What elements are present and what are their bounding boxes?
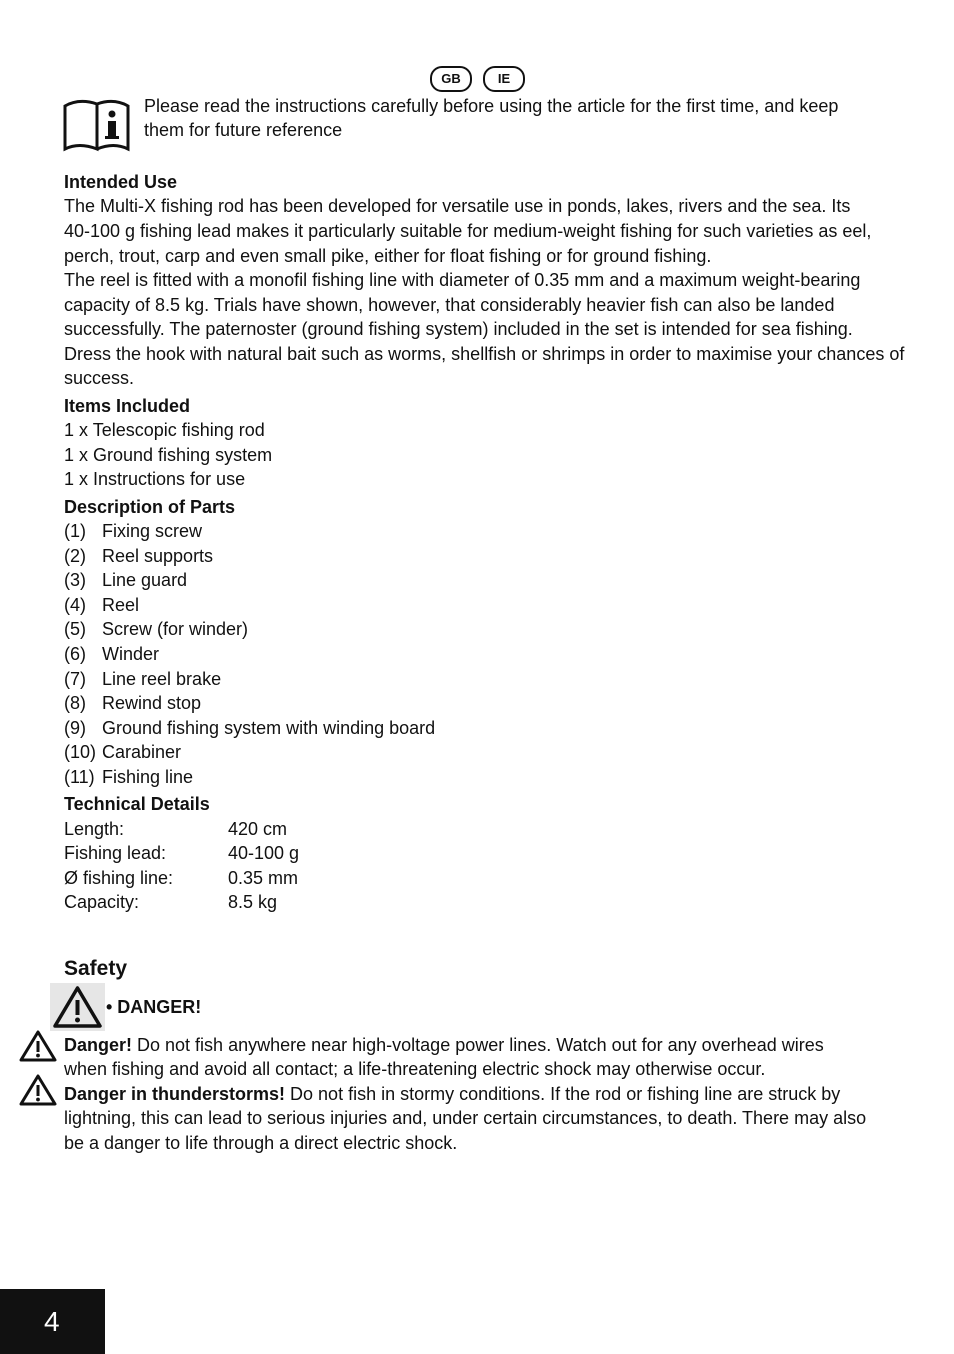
part-item (64, 667, 221, 691)
warning-triangle-icon (18, 1073, 58, 1107)
intended-use-line: Dress the hook with natural bait such as worms, shellfish or shrimps in order to maximise your chances of (64, 344, 905, 364)
part-item (64, 617, 248, 641)
danger-sign-box (50, 983, 105, 1031)
tech-row (64, 890, 464, 914)
tech-label: Fishing lead: (64, 843, 167, 863)
language-badge-ie: IE (483, 66, 525, 92)
notice-line-2: them for future reference (144, 120, 343, 140)
part-label: Line guard (102, 570, 188, 590)
part-number: (7) (64, 669, 86, 689)
tech-label: Length: (64, 819, 125, 839)
page-number: 4 (44, 1306, 60, 1337)
tech-row (64, 866, 464, 890)
included-item: 1 x Instructions for use (64, 469, 246, 489)
part-item (64, 642, 159, 666)
items-included-heading: Items Included (64, 396, 191, 416)
part-label: Fixing screw (102, 521, 203, 541)
tech-value: 420 cm (228, 819, 288, 839)
intended-use-heading: Intended Use (64, 172, 178, 192)
part-label: Carabiner (102, 742, 182, 762)
page-number-box (0, 1289, 105, 1354)
tech-label: Ø fishing line: (64, 868, 174, 888)
intended-use-line: successfully. The paternoster (ground fishing system) included in the set is intended for sea fishing. (64, 319, 853, 339)
info-book-icon (62, 96, 132, 152)
part-item (64, 691, 201, 715)
intended-use-line: 40-100 g fishing lead makes it particularly suitable for medium-weight fishing for such varieties as eel, (64, 221, 872, 241)
part-number: (9) (64, 718, 86, 738)
part-number: (2) (64, 546, 86, 566)
part-item (64, 519, 202, 543)
tech-row (64, 841, 464, 865)
safety-heading: Safety (64, 957, 128, 980)
warning-triangle-icon (50, 983, 105, 1031)
intended-use-line: success. (64, 368, 135, 388)
warning-line: when fishing and avoid all contact; a life-threatening electric shock may otherwise occur. (64, 1059, 766, 1079)
part-number: (1) (64, 521, 86, 541)
part-label: Line reel brake (102, 669, 222, 689)
warning-title: Danger! (64, 1035, 133, 1055)
warning-text: Do not fish in stormy conditions. If the rod or fishing line are struck by (285, 1084, 841, 1104)
part-label: Winder (102, 644, 160, 664)
included-item: 1 x Telescopic fishing rod (64, 420, 265, 440)
part-number: (8) (64, 693, 86, 713)
warning-line: be a danger to life through a direct electric shock. (64, 1133, 458, 1153)
part-label: Fishing line (102, 767, 194, 787)
part-item (64, 740, 181, 764)
language-badge-gb: GB (430, 66, 472, 92)
warning-line: lightning, this can lead to serious injuries and, under certain circumstances, to death. There may also (64, 1108, 867, 1128)
part-item (64, 765, 193, 789)
tech-label: Capacity: (64, 892, 140, 912)
part-label: Reel supports (102, 546, 214, 566)
included-item: 1 x Ground fishing system (64, 445, 273, 465)
tech-row (64, 817, 464, 841)
part-number: (4) (64, 595, 86, 615)
intended-use-line: perch, trout, carp and even small pike, either for float fishing or for ground fishing. (64, 246, 712, 266)
part-item (64, 593, 139, 617)
part-label: Ground fishing system with winding board (102, 718, 436, 738)
part-number: (5) (64, 619, 86, 639)
part-number: (10) (64, 742, 97, 762)
warning-line (64, 1033, 824, 1057)
part-item (64, 716, 435, 740)
part-number: (11) (64, 767, 95, 787)
warning-title: Danger in thunderstorms! (64, 1084, 286, 1104)
tech-value: 40-100 g (228, 843, 300, 863)
part-label: Reel (102, 595, 140, 615)
part-item (64, 544, 213, 568)
part-label: Rewind stop (102, 693, 202, 713)
tech-value: 0.35 mm (228, 868, 299, 888)
warning-triangle-icon (18, 1029, 58, 1063)
part-number: (6) (64, 644, 86, 664)
technical-heading: Technical Details (64, 794, 210, 814)
warning-text: Do not fish anywhere near high-voltage power lines. Watch out for any overhead wires (132, 1035, 824, 1055)
part-item (64, 568, 187, 592)
parts-heading: Description of Parts (64, 497, 236, 517)
intended-use-line: capacity of 8.5 kg. Trials have shown, however, that considerably heavier fish can also be landed (64, 295, 835, 315)
part-number: (3) (64, 570, 86, 590)
intended-use-line: The Multi-X fishing rod has been developed for versatile use in ponds, lakes, rivers and the sea. Its (64, 196, 851, 216)
part-label: Screw (for winder) (102, 619, 249, 639)
warning-line (64, 1082, 840, 1106)
danger-label: • DANGER! (106, 997, 202, 1017)
notice-line-1: Please read the instructions carefully before using the article for the first time, and keep (144, 96, 839, 116)
intended-use-line: The reel is fitted with a monofil fishing line with diameter of 0.35 mm and a maximum weight-bearing (64, 270, 861, 290)
tech-value: 8.5 kg (228, 892, 278, 912)
